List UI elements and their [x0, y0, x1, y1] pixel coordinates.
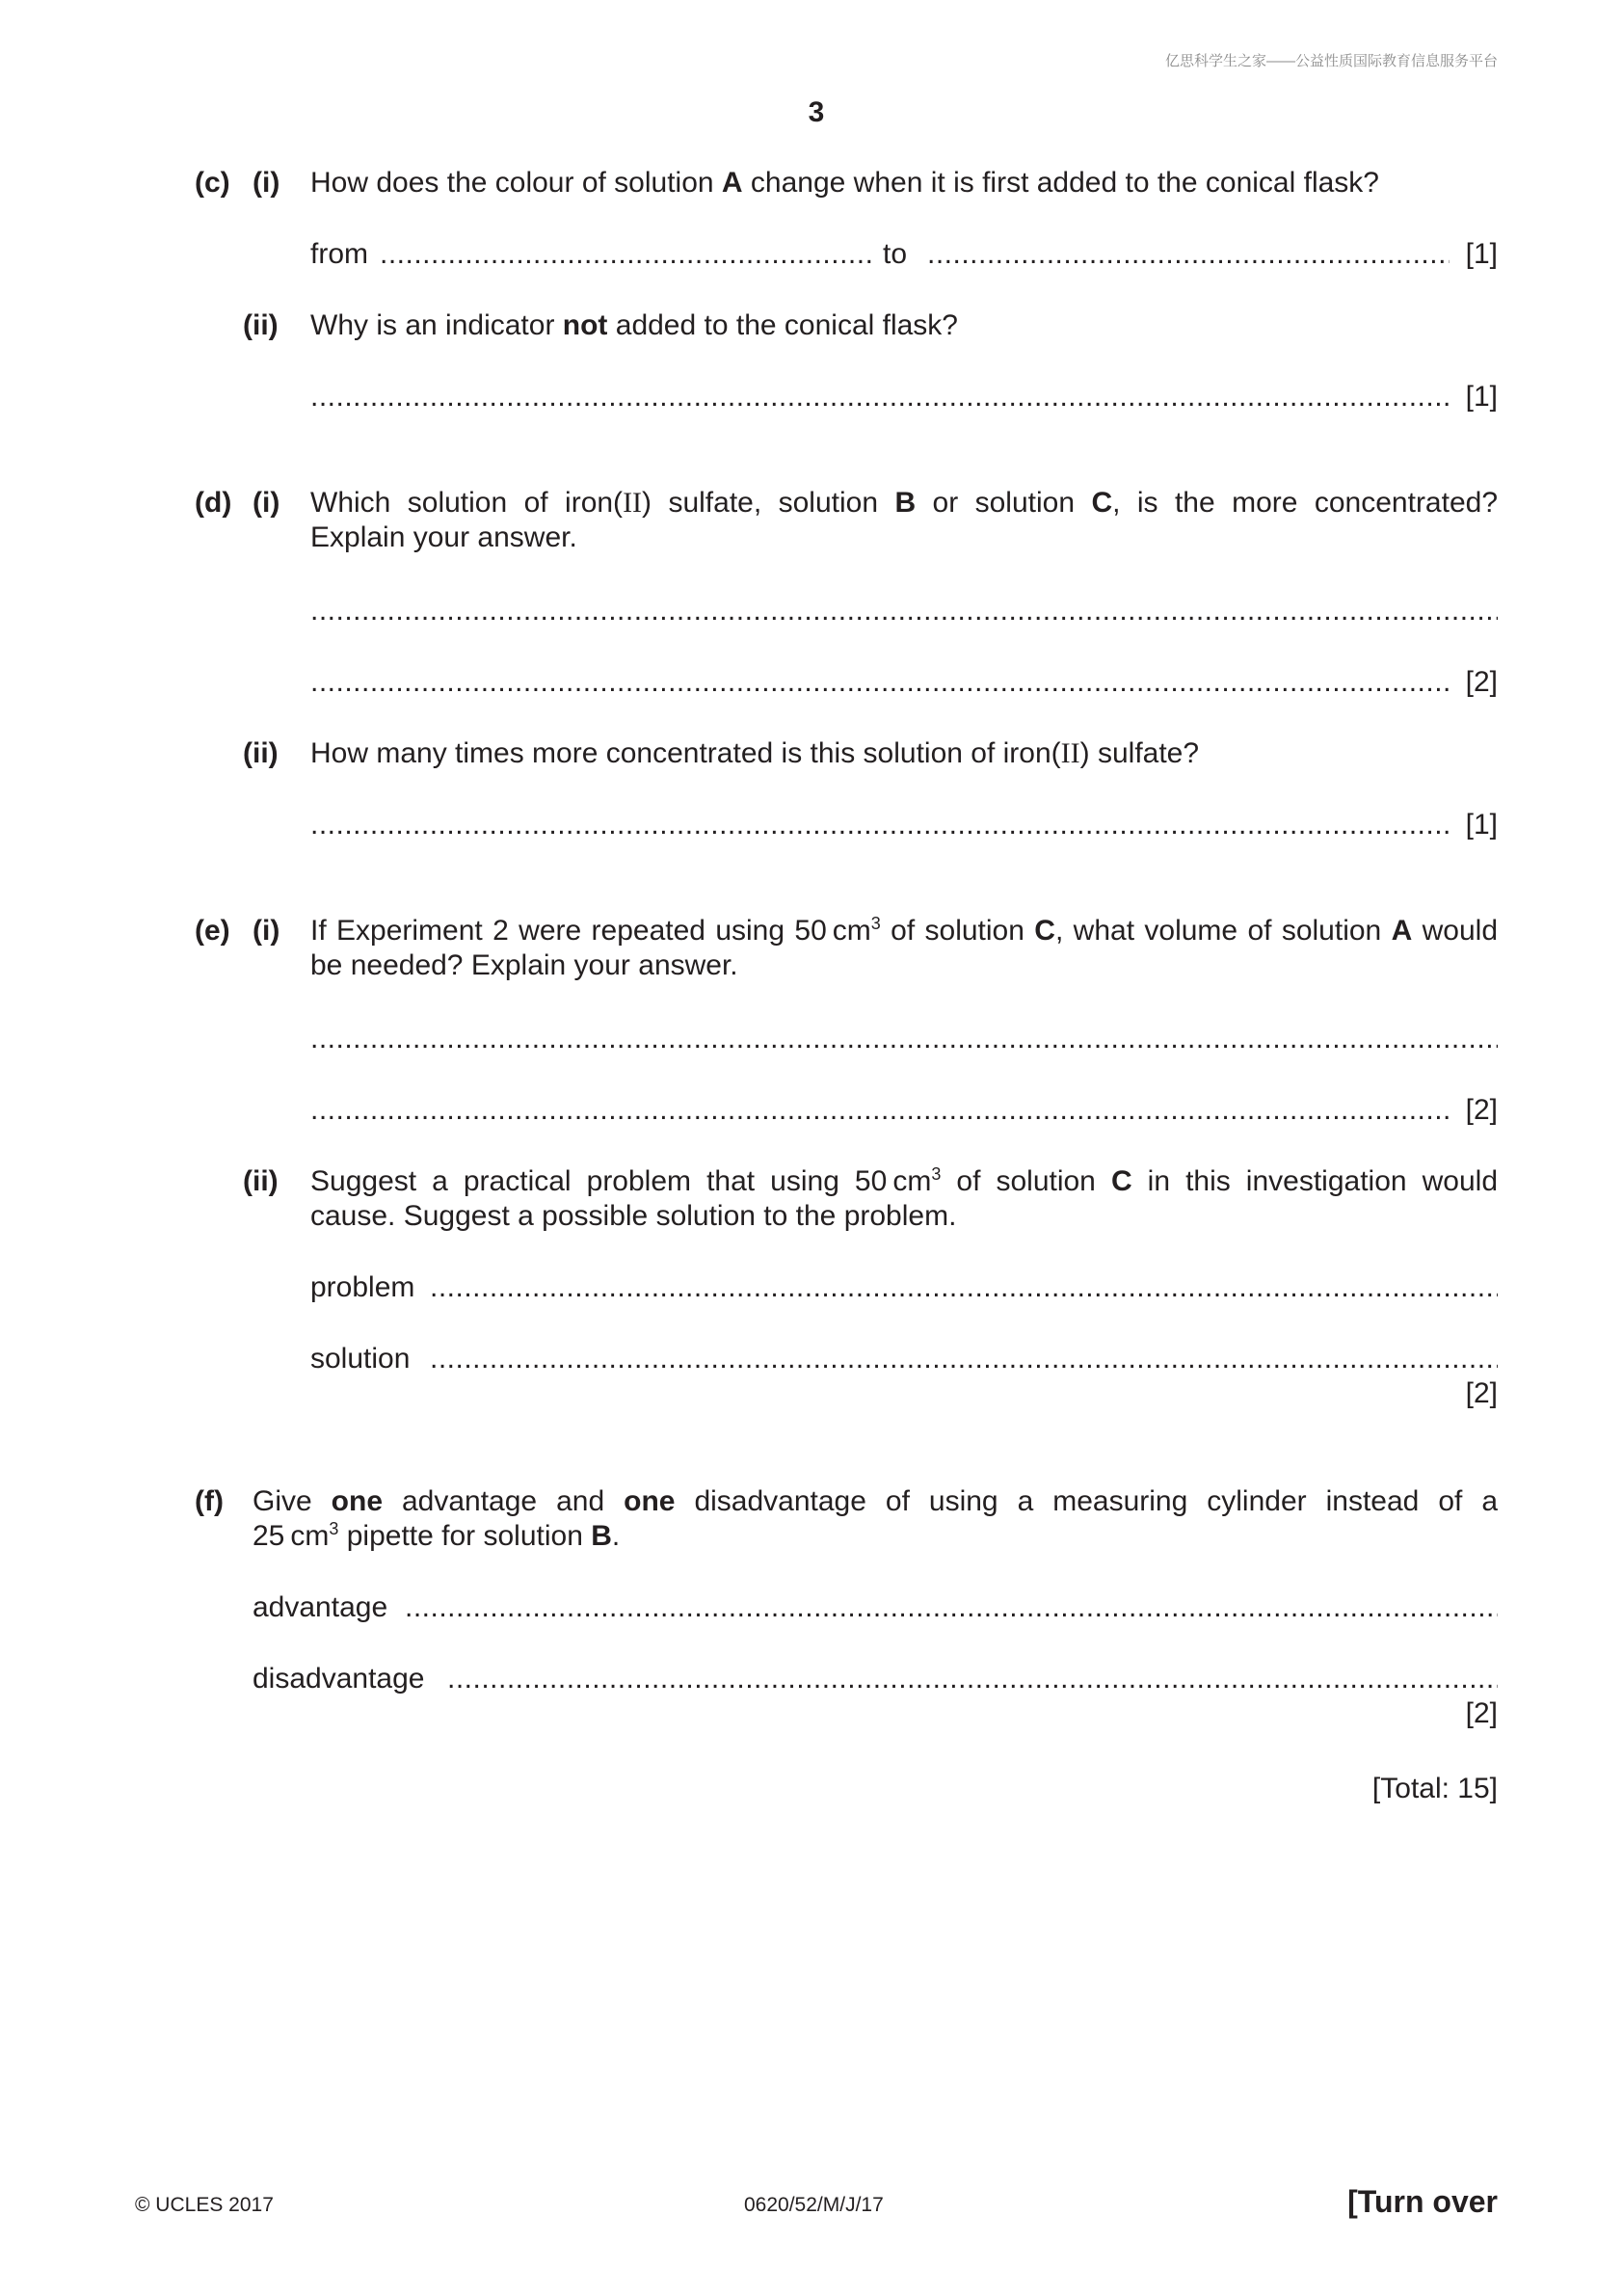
problem-row — [310, 1270, 1498, 1305]
answer-field-e-i-1[interactable] — [310, 1022, 1498, 1056]
answer-field-d-i-2[interactable] — [310, 665, 1450, 700]
mark-e-ii: [2] — [1465, 1377, 1498, 1409]
mark-c-i: [1] — [1465, 238, 1498, 270]
part-e-label: (e) — [195, 915, 230, 947]
mark-e-i: [2] — [1465, 1094, 1498, 1126]
turn-over: [Turn over — [1347, 2184, 1498, 2219]
answer-line-c-i — [310, 237, 1498, 272]
answer-field-solution[interactable] — [430, 1342, 1498, 1376]
mark-c-ii: [1] — [1465, 381, 1498, 413]
mark-f: [2] — [1465, 1697, 1498, 1729]
question-e-ii-line2: cause. Suggest a possible solution to the problem. — [310, 1200, 957, 1232]
part-f-label: (f) — [195, 1485, 224, 1517]
advantage-label: advantage — [253, 1591, 388, 1623]
answer-field-advantage[interactable] — [405, 1590, 1498, 1625]
question-c-ii: Why is an indicator not added to the conical flask? — [310, 309, 958, 341]
disadvantage-row — [253, 1662, 1498, 1696]
footer-copyright: © UCLES 2017 — [135, 2194, 274, 2216]
question-d-i-line1: Which solution of iron(II) sulfate, solution B or solution C, is the more concentrated? — [310, 487, 1499, 519]
question-e-ii-line1: Suggest a practical problem that using 50 $cm^3$ of solution C in this investigation would — [310, 1164, 1499, 1197]
answer-field-problem[interactable] — [430, 1270, 1498, 1305]
question-d-ii: How many times more concentrated is this solution of iron(II) sulfate? — [310, 737, 1200, 769]
advantage-row — [253, 1590, 1498, 1625]
answer-field-d-ii[interactable] — [310, 808, 1450, 842]
question-e-i-line2: be needed? Explain your answer. — [310, 949, 738, 981]
footer-paper-code: 0620/52/M/J/17 — [744, 2194, 884, 2216]
problem-label: problem — [310, 1271, 415, 1303]
sub-ei-label: (i) — [253, 915, 280, 947]
part-d-label: (d) — [195, 487, 232, 519]
answer-field-disadvantage[interactable] — [447, 1662, 1498, 1696]
answer-field-e-i-2[interactable] — [310, 1093, 1450, 1128]
question-f-line2: 25 $cm^3$ pipette for solution B. — [253, 1519, 621, 1552]
answer-field-from[interactable] — [380, 237, 873, 272]
sub-di-label: (i) — [253, 487, 280, 519]
mark-d-i: [2] — [1465, 666, 1498, 698]
question-d-i-line2: Explain your answer. — [310, 521, 577, 553]
question-f-line1: Give one advantage and one disadvantage of using a measuring cylinder instead of a — [253, 1485, 1499, 1517]
to-label: to — [883, 238, 908, 270]
sub-ci-label: (i) — [253, 167, 280, 199]
sub-dii-label: (ii) — [243, 737, 279, 769]
answer-field-to[interactable] — [927, 237, 1450, 272]
part-c-label: (c) — [195, 167, 230, 199]
question-e-i-line1: If Experiment 2 were repeated using 50 $cm^3$ of solution C, what volume of solution A would — [310, 914, 1499, 947]
sub-eii-label: (ii) — [243, 1165, 279, 1197]
answer-field-d-i-1[interactable] — [310, 594, 1498, 628]
disadvantage-label: disadvantage — [253, 1663, 425, 1695]
watermark-text: 亿思科学生之家——公益性质国际教育信息服务平台 — [1164, 53, 1498, 69]
sub-cii-label: (ii) — [243, 309, 279, 341]
from-label: from — [310, 238, 368, 270]
solution-row — [310, 1342, 1498, 1376]
page-number: 3 — [808, 96, 825, 128]
total-marks: [Total: 15] — [1371, 1773, 1498, 1804]
answer-field-c-ii[interactable] — [310, 380, 1450, 414]
solution-label: solution — [310, 1343, 411, 1375]
question-c-i: How does the colour of solution A change when it is first added to the conical flask? — [310, 167, 1379, 199]
mark-d-ii: [1] — [1465, 809, 1498, 841]
